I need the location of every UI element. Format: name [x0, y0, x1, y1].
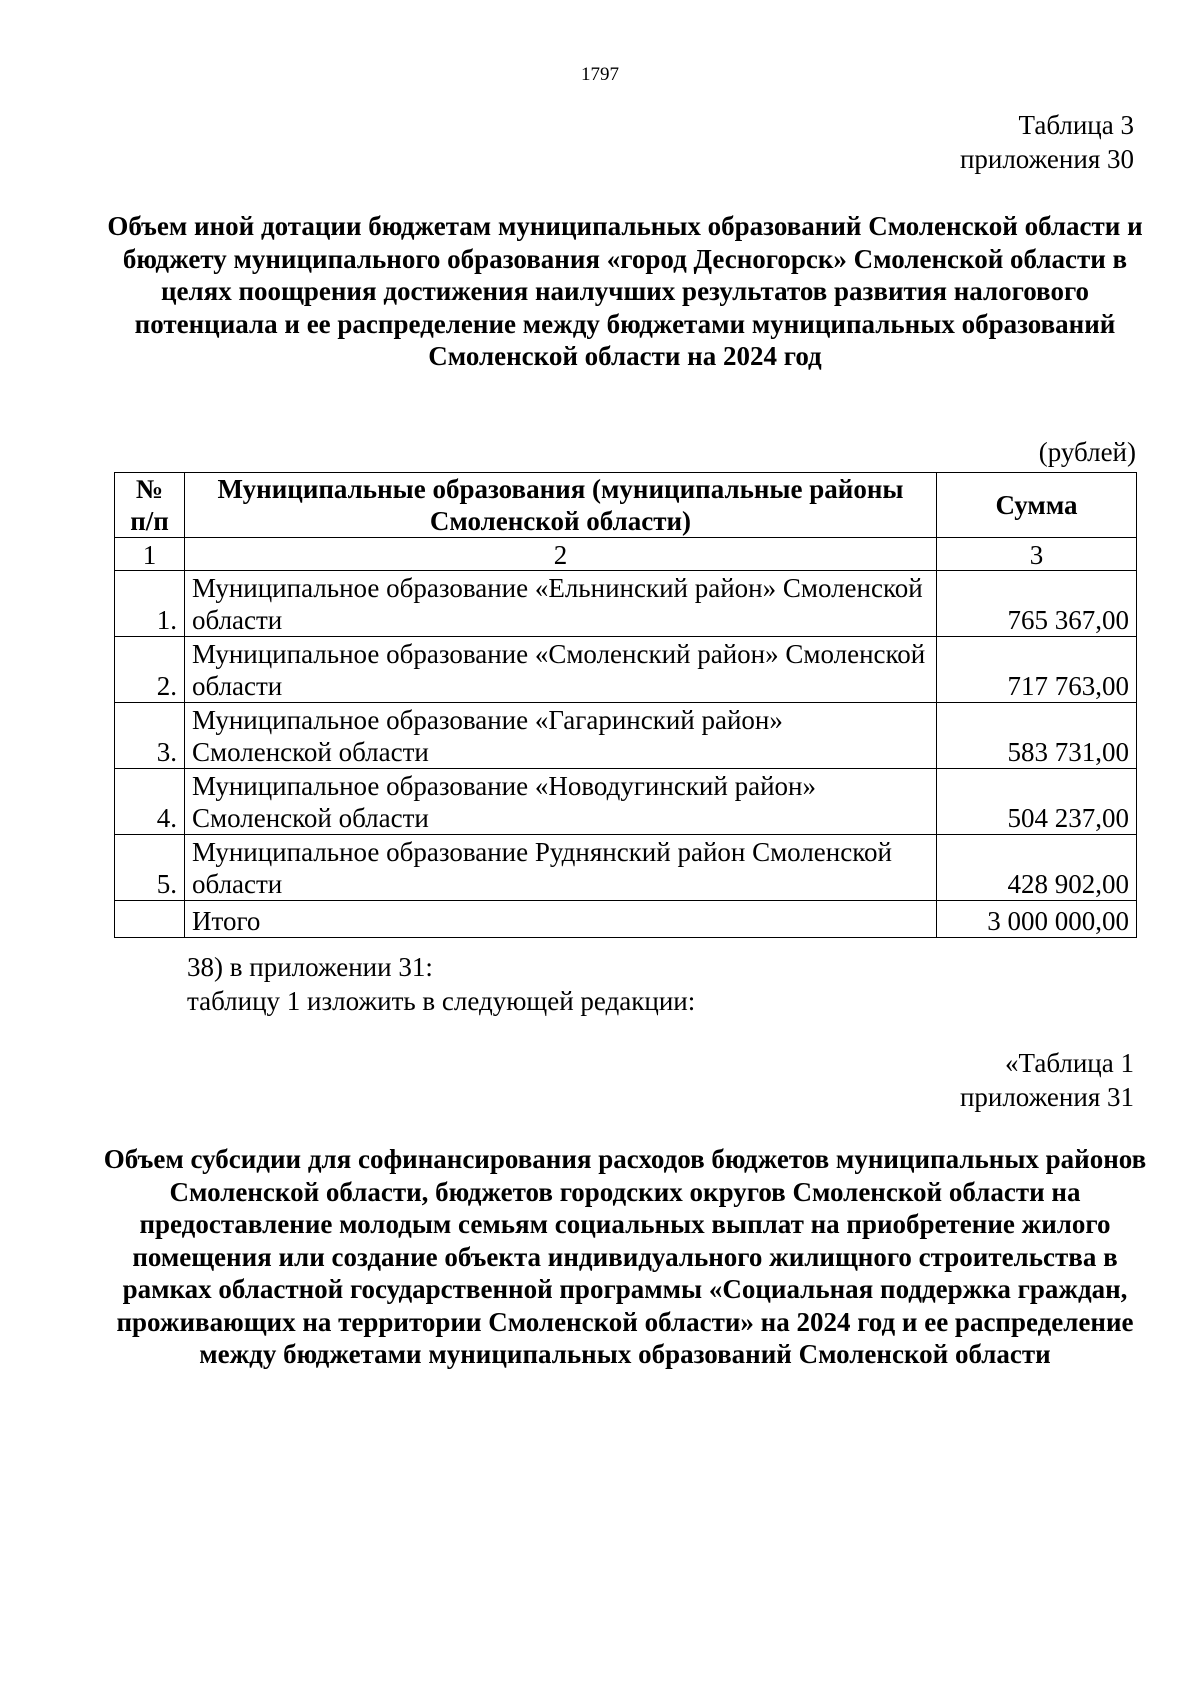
- paragraph-appendix-31: 38) в приложении 31:: [187, 952, 433, 982]
- row-municipality: Муниципальное образование «Смоленский район» Смоленской области: [185, 637, 937, 703]
- row-municipality: Муниципальное образование Руднянский район Смоленской области: [185, 835, 937, 901]
- table1-reference-line1: «Таблица 1: [1005, 1048, 1134, 1078]
- unit-label: (рублей): [1038, 437, 1136, 467]
- table-row: [115, 835, 1137, 901]
- table-header-row: [115, 473, 1137, 538]
- table-row: [115, 703, 1137, 769]
- total-label: Итого: [185, 901, 937, 938]
- row-municipality: Муниципальное образование «Гагаринский район» Смоленской области: [185, 703, 937, 769]
- row-municipality: Муниципальное образование «Новодугинский район» Смоленской области: [185, 769, 937, 835]
- subsidy-table: [114, 472, 1137, 938]
- page-number: 1797: [581, 64, 619, 85]
- row-sum: 765 367,00: [937, 571, 1137, 637]
- row-number: 1.: [115, 571, 185, 637]
- table1-reference-line2: приложения 31: [959, 1082, 1134, 1112]
- column-number-row: [115, 538, 1137, 571]
- table1-title: Объем субсидии для софинансирования расходов бюджетов муниципальных районов Смоленской области, бюджетов городских округов Смоленской области на предоставление молодым семьям социальных выплат на приобретение жилого помещения или создание объекта индивидуального жилищного строительства в рамках областной государственной программы «Социальная поддержка граждан, проживающих на территории Смоленской области» на 2024 год и ее распределение между бюджетами муниципальных образований Смоленской области: [103, 1144, 1147, 1369]
- header-sum: Сумма: [937, 473, 1137, 538]
- row-number: 4.: [115, 769, 185, 835]
- total-sum: 3 000 000,00: [937, 901, 1137, 938]
- row-sum: 717 763,00: [937, 637, 1137, 703]
- row-municipality: Муниципальное образование «Ельнинский район» Смоленской области: [185, 571, 937, 637]
- table-row: [115, 637, 1137, 703]
- row-number: 3.: [115, 703, 185, 769]
- table-row: [115, 769, 1137, 835]
- table3-reference: [960, 108, 1134, 176]
- column-number: 3: [937, 538, 1137, 571]
- column-number: 2: [185, 538, 937, 571]
- table3-title: Объем иной дотации бюджетам муниципальных образований Смоленской области и бюджету муниципального образования «город Десногорск» Смоленской области в целях поощрения достижения наилучших результатов развития налогового потенциала и ее распределение между бюджетами муниципальных образований Смоленской области на 2024 год: [107, 211, 1143, 371]
- header-number: № п/п: [115, 473, 185, 538]
- header-municipality: Муниципальные образования (муниципальные районы Смоленской области): [185, 473, 937, 538]
- column-number: 1: [115, 538, 185, 571]
- row-number: 2.: [115, 637, 185, 703]
- row-number: 5.: [115, 835, 185, 901]
- table3-reference-line2: приложения 30: [959, 144, 1134, 174]
- row-sum: 504 237,00: [937, 769, 1137, 835]
- table-row: [115, 571, 1137, 637]
- row-sum: 583 731,00: [937, 703, 1137, 769]
- table1-reference: [960, 1046, 1134, 1114]
- table3-reference-line1: Таблица 3: [1018, 110, 1134, 140]
- total-row: [115, 901, 1137, 938]
- row-sum: 428 902,00: [937, 835, 1137, 901]
- total-empty-cell: [115, 901, 185, 938]
- paragraph-table-edit: таблицу 1 изложить в следующей редакции:: [187, 986, 696, 1016]
